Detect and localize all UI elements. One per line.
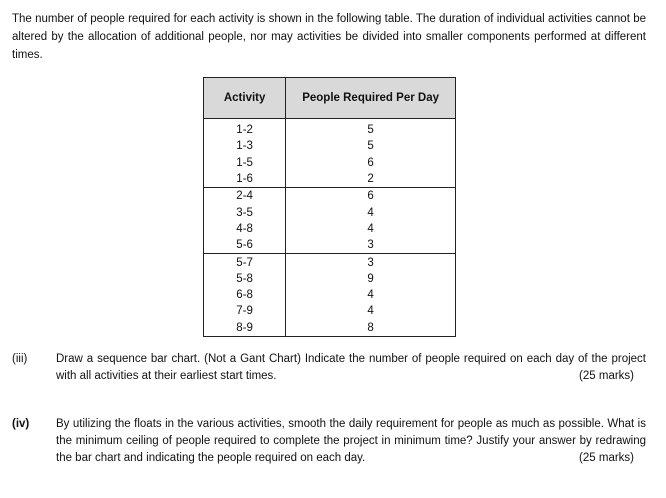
question-marks: (25 marks) [579, 452, 634, 464]
table-row [204, 237, 456, 254]
question-iv [12, 416, 646, 476]
people-cell: 4 [286, 287, 456, 303]
people-cell: 5 [286, 119, 456, 139]
activity-cell: 8-9 [204, 320, 286, 337]
activity-cell: 5-6 [204, 237, 286, 254]
table-row [204, 155, 456, 171]
people-cell: 8 [286, 320, 456, 337]
question-text: Draw a sequence bar chart. (Not a Gant Chart) Indicate the number of people required on each day of the project with all activities at their earliest start times. [56, 353, 646, 382]
people-cell: 3 [286, 237, 456, 254]
question-text: By utilizing the floats in the various activities, smooth the daily requirement for people as much as possible. What is the minimum ceiling of people required to complete the project in minimum time? Justify your answer by redrawing the bar chart and indicating the people required on each day. [56, 418, 646, 464]
table-row [204, 221, 456, 237]
table-row [204, 188, 456, 205]
activity-table [203, 77, 456, 337]
table-row [204, 320, 456, 337]
activity-cell: 4-8 [204, 221, 286, 237]
activity-cell: 7-9 [204, 303, 286, 319]
people-cell: 5 [286, 138, 456, 154]
people-cell: 2 [286, 171, 456, 188]
people-cell: 3 [286, 254, 456, 271]
question-iii [12, 351, 646, 391]
question-number: (iii) [12, 353, 28, 365]
activity-cell: 2-4 [204, 188, 286, 205]
header-activity: Activity [204, 78, 286, 119]
table-row [204, 287, 456, 303]
activity-cell: 1-6 [204, 171, 286, 188]
activity-cell: 6-8 [204, 287, 286, 303]
intro-paragraph: The number of people required for each activity is shown in the following table. The duration of individual activities cannot be altered by the allocation of additional people, nor may activities be divided into smaller components performed at different times. [12, 13, 646, 61]
activity-cell: 1-5 [204, 155, 286, 171]
table-row [204, 138, 456, 154]
question-marks: (25 marks) [579, 370, 634, 382]
header-people-required: People Required Per Day [286, 78, 456, 119]
table-row [204, 303, 456, 319]
people-cell: 4 [286, 221, 456, 237]
question-number: (iv) [12, 418, 30, 430]
activity-cell: 3-5 [204, 204, 286, 220]
people-cell: 6 [286, 155, 456, 171]
table-header-row [204, 78, 456, 119]
table-row [204, 204, 456, 220]
activity-cell: 1-3 [204, 138, 286, 154]
activity-cell: 5-7 [204, 254, 286, 271]
people-cell: 4 [286, 204, 456, 220]
table-row [204, 119, 456, 139]
people-cell: 9 [286, 271, 456, 287]
table-row [204, 171, 456, 188]
table-row [204, 271, 456, 287]
table-row [204, 254, 456, 271]
activity-cell: 1-2 [204, 119, 286, 139]
people-cell: 6 [286, 188, 456, 205]
people-cell: 4 [286, 303, 456, 319]
activity-cell: 5-8 [204, 271, 286, 287]
